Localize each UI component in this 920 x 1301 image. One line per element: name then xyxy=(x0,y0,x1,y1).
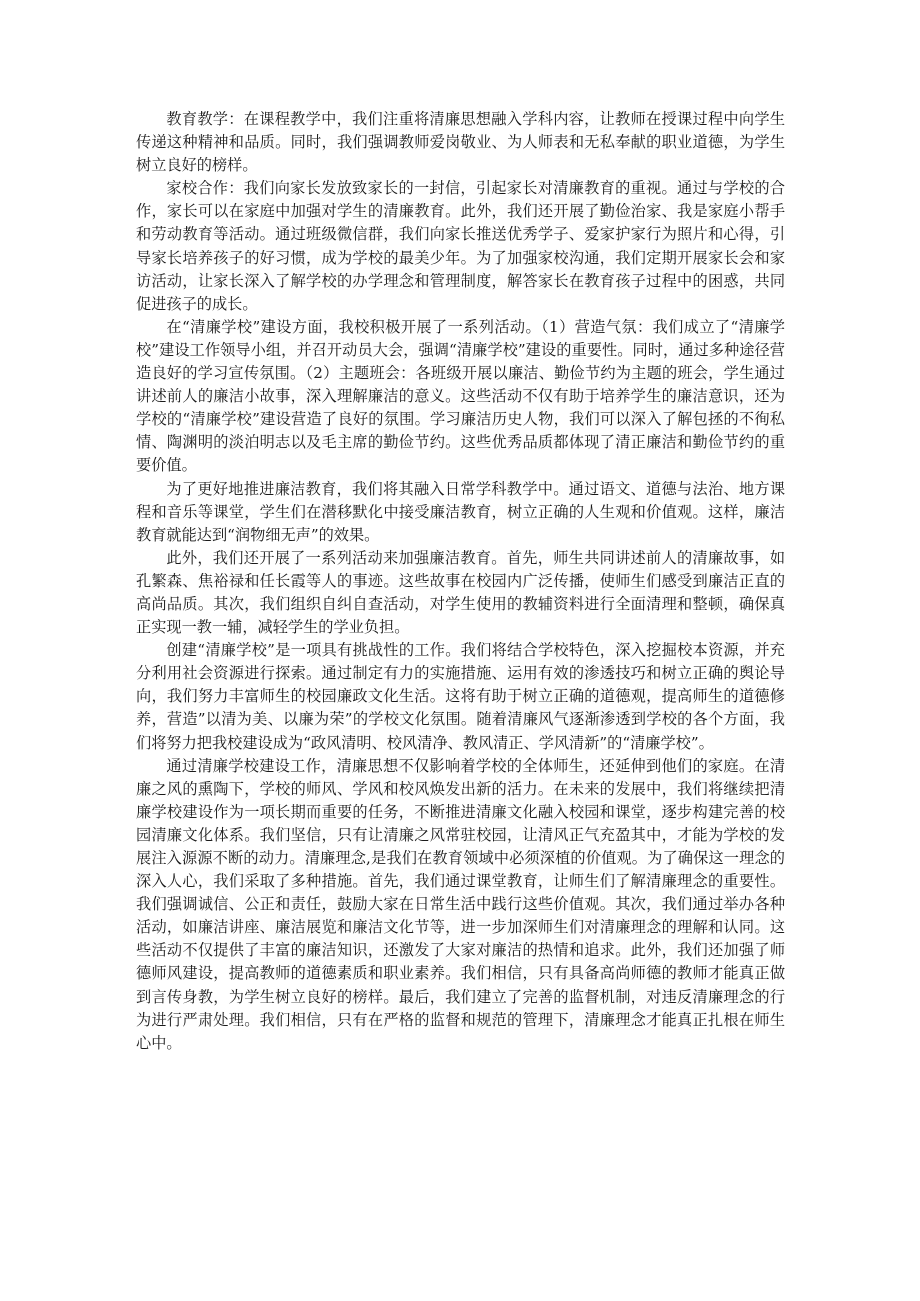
paragraph-clean-school-activities: 在“清廉学校”建设方面，我校积极开展了一系列活动。（1）营造气氛：我们成立了“清廉学校”建设工作领导小组，并召开动员大会，强调“清廉学校”建设的重要性。同时，通过多种途径营造良好的学习宣传氛围。（2）主题班会：各班级开展以廉洁、勤俭节约为主题的班会，学生通过讲述前人的廉洁小故事，深入理解廉洁的意义。这些活动不仅有助于培养学生的廉洁意识，还为学校的“清廉学校”建设营造了良好的氛围。学习廉洁历史人物，我们可以深入了解包拯的不徇私情、陶渊明的淡泊明志以及毛主席的勤俭节约。这些优秀品质都体现了清正廉洁和勤俭节约的重要价值。 xyxy=(136,317,785,475)
paragraph-education-teaching: 教育教学：在课程教学中，我们注重将清廉思想融入学科内容，让教师在授课过程中向学生传递这种精神和品质。同时，我们强调教师爱岗敬业、为人师表和无私奉献的职业道德，为学生树立良好的榜样。 xyxy=(136,110,785,175)
document-page xyxy=(136,108,785,1055)
paragraph-future-development: 通过清廉学校建设工作，清廉思想不仅影响着学校的全体师生，还延伸到他们的家庭。在清廉之风的熏陶下，学校的师风、学风和校风焕发出新的活力。在未来的发展中，我们将继续把清廉学校建设作为一项长期而重要的任务，不断推进清廉文化融入校园和课堂，逐步构建完善的校园清廉文化体系。我们坚信，只有让清廉之风常驻校园，让清风正气充盈其中，才能为学校的发展注入源源不断的动力。清廉理念,是我们在教育领域中必须深植的价值观。为了确保这一理念的深入人心，我们采取了多种措施。首先，我们通过课堂教育，让师生们了解清廉理念的重要性。我们强调诚信、公正和责任，鼓励大家在日常生活中践行这些价值观。其次，我们通过举办各种活动，如廉洁讲座、廉洁展览和廉洁文化节等，进一步加深师生们对清廉理念的理解和认同。这些活动不仅提供了丰富的廉洁知识，还激发了大家对廉洁的热情和追求。此外，我们还加强了师德师风建设，提高教师的道德素质和职业素养。我们相信，只有具备高尚师德的教师才能真正做到言传身教，为学生树立良好的榜样。最后，我们建立了完善的监督机制，对违反清廉理念的行为进行严肃处理。我们相信，只有在严格的监督和规范的管理下，清廉理念才能真正扎根在师生心中。 xyxy=(136,756,785,1052)
paragraph-creating-clean-school: 创建“清廉学校”是一项具有挑战性的工作。我们将结合学校特色，深入挖掘校本资源，并充分利用社会资源进行探索。通过制定有力的实施措施、运用有效的渗透技巧和树立正确的舆论导向，我们努力丰富师生的校园廉政文化生活。这将有助于树立正确的道德观，提高师生的道德修养，营造”以清为美、以廉为荣”的学校文化氛围。随着清廉风气逐渐渗透到学校的各个方面，我们将努力把我校建设成为“政风清明、校风清净、教风清正、学风清新”的“清廉学校”。 xyxy=(136,641,785,752)
paragraph-home-school-cooperation: 家校合作：我们向家长发放致家长的一封信，引起家长对清廉教育的重视。通过与学校的合作，家长可以在家庭中加强对学生的清廉教育。此外，我们还开展了勤俭治家、我是家庭小帮手和劳动教育等活动。通过班级微信群，我们向家长推送优秀学子、爱家护家行为照片和心得，引导家长培养孩子的好习惯，成为学校的最美少年。为了加强家校沟通，我们定期开展家长会和家访活动，让家长深入了解学校的办学理念和管理制度，解答家长在教育孩子过程中的困惑，共同促进孩子的成长。 xyxy=(136,179,785,313)
paragraph-integrity-stories: 此外，我们还开展了一系列活动来加强廉洁教育。首先，师生共同讲述前人的清廉故事，如孔繁森、焦裕禄和任长霞等人的事迹。这些故事在校园内广泛传播，使师生们感受到廉洁正直的高尚品质。其次，我们组织自纠自查活动，对学生使用的教辅资料进行全面清理和整顿，确保真正实现一教一辅，减轻学生的学业负担。 xyxy=(136,548,785,637)
paragraph-subject-integration: 为了更好地推进廉洁教育，我们将其融入日常学科教学中。通过语文、道德与法治、地方课程和音乐等课堂，学生们在潜移默化中接受廉洁教育，树立正确的人生观和价值观。这样，廉洁教育就能达到“润物细无声”的效果。 xyxy=(136,479,785,544)
